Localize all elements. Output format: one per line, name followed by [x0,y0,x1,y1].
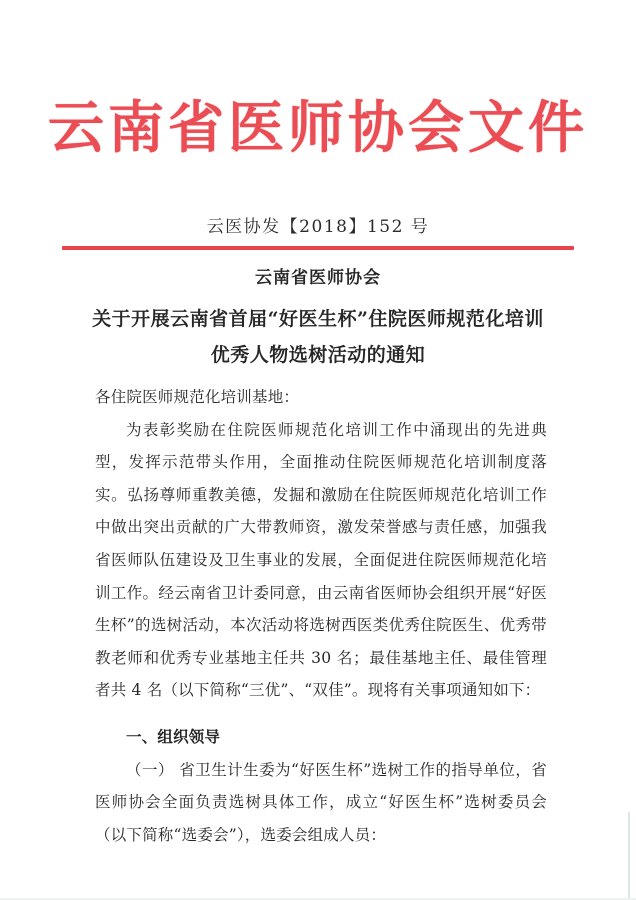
document-number: 云医协发【2018】152 号 [206,217,430,237]
scan-artifact-right-edge [628,812,630,900]
body-paragraph-1: 为表彰奖励在住院医师规范化培训工作中涌现出的先进典型，发挥示范带头作用，全面推动住院医师规范化培训制度落实。弘扬尊师重教美德，发掘和激励在住院医师规范化培训工作中做出突出贡献的广大带教师资，激发荣誉感与责任感，加强我省医师队伍建设及卫生事业的发展，全面促进住院医师规范化培训工作。经云南省卫计委同意，由云南省医师协会组织开展“好医生杯”的选树活动，本次活动将选树西医类优秀住院医生、优秀带教老师和优秀专业基地主任共 30 名；最佳基地主任、最佳管理者共 4 名（以下简称“三优”、“双佳”。现将有关事项通知如下： [95,420,547,700]
issuing-org-line: 云南省医师协会 [255,268,381,288]
masthead-title: 云南省医师协会文件 [48,95,588,161]
document-body [95,381,547,851]
red-divider-rule [62,246,574,250]
salutation-line: 各住院医师规范化培训基地： [95,388,300,406]
document-title-line-2: 优秀人物选树活动的通知 [210,344,426,366]
section-1-item-1: （一） 省卫生计生委为“好医生杯”选树工作的指导单位，省医师协会全面负责选树具体工作，成立“好医生杯”选树委员会（以下简称“选委会”），选委会组成人员： [95,760,547,844]
document-title-block [40,263,596,373]
section-1-heading: 一、组织领导 [126,726,221,746]
document-title-line-1: 关于开展云南省首届“好医生杯”住院医师规范化培训 [92,308,544,330]
